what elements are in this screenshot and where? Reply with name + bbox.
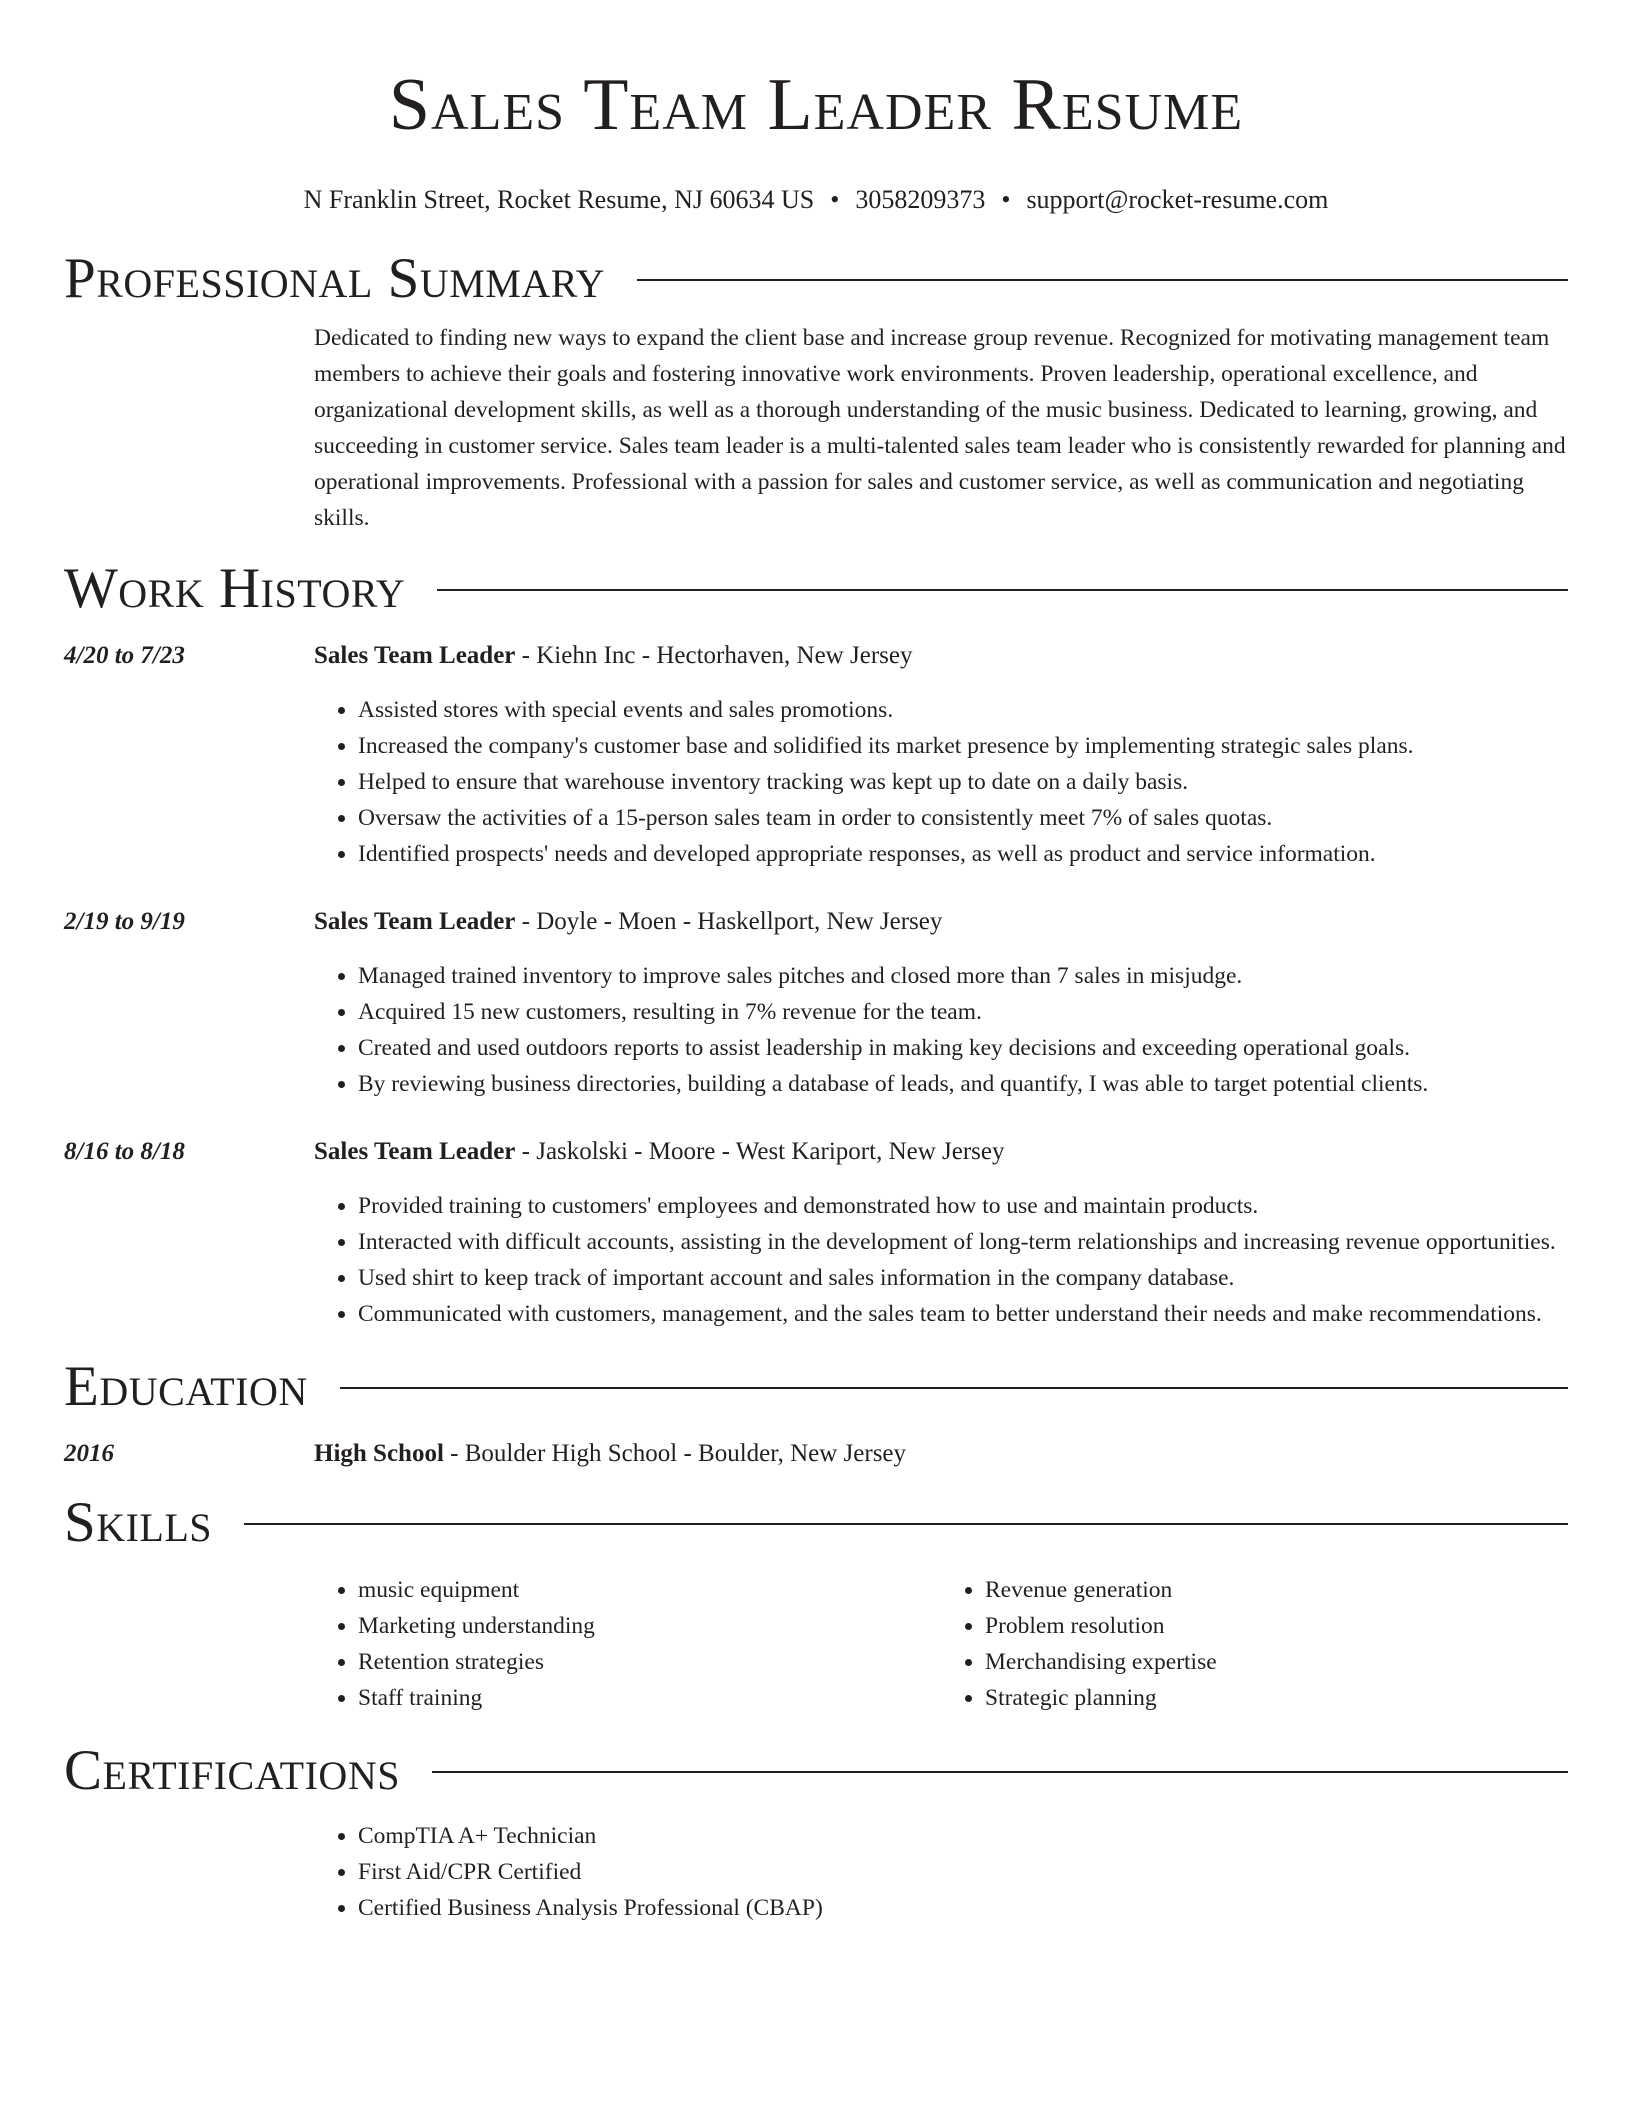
list-item: • Used shirt to keep track of important account and sales information in the company database. [358, 1260, 1568, 1296]
job-dates: 8/16 to 8/18 [64, 1138, 185, 1165]
certifications-section-heading [64, 1738, 1568, 1804]
job-title: Sales Team Leader [314, 642, 516, 669]
list-item: • Created and used outdoors reports to assist leadership in making key decisions and exceeding operational goals. [358, 1030, 1568, 1066]
contact-separator: • [830, 185, 840, 214]
list-item: • Identified prospects' needs and developed appropriate responses, as well as product and service information. [358, 836, 1568, 872]
skill-item: • Marketing understanding [358, 1608, 941, 1644]
list-item: • Helped to ensure that warehouse inventory tracking was kept up to date on a daily basis. [358, 764, 1568, 800]
job-entry [64, 904, 1568, 1102]
education-year: 2016 [64, 1440, 114, 1467]
education-heading: Education [64, 1355, 308, 1418]
list-item: • Managed trained inventory to improve sales pitches and closed more than 7 sales in misjudge. [358, 958, 1568, 994]
list-item: • Assisted stores with special events and sales promotions. [358, 692, 1568, 728]
list-item: • Acquired 15 new customers, resulting in 7% revenue for the team. [358, 994, 1568, 1030]
resume-title: Sales Team Leader Resume [388, 64, 1244, 146]
list-item: • Provided training to customers' employees and demonstrated how to use and maintain products. [358, 1188, 1568, 1224]
job-header [314, 904, 1568, 940]
skills-heading: Skills [64, 1491, 213, 1554]
job-company: - Doyle - Moen - Haskellport, New Jersey [515, 908, 943, 935]
contact-line [64, 184, 1568, 216]
job-dates: 2/19 to 9/19 [64, 908, 185, 935]
section-divider [432, 1771, 1568, 1773]
skill-item: • Strategic planning [985, 1680, 1568, 1716]
education-section-heading [64, 1354, 1568, 1420]
job-entry [64, 638, 1568, 872]
summary-heading: Professional Summary [64, 247, 606, 310]
job-bullets [314, 692, 1568, 872]
section-divider [244, 1523, 1568, 1525]
work-section-heading [64, 556, 1568, 622]
education-school: - Boulder High School - Boulder, New Jersey [443, 1440, 907, 1467]
certification-item: • First Aid/CPR Certified [358, 1854, 1568, 1890]
section-divider [637, 279, 1568, 281]
job-header [314, 1134, 1568, 1170]
job-title: Sales Team Leader [314, 908, 516, 935]
list-item: • Increased the company's customer base and solidified its market presence by implementing strategic sales plans. [358, 728, 1568, 764]
certification-item: • CompTIA A+ Technician [358, 1818, 1568, 1854]
job-entry [64, 1134, 1568, 1332]
skills-section-heading [64, 1490, 1568, 1556]
certifications-list [314, 1818, 1568, 1926]
job-bullets [314, 958, 1568, 1102]
skills-column-left [314, 1572, 941, 1716]
certification-item: • Certified Business Analysis Professional (CBAP) [358, 1890, 1568, 1926]
education-degree: High School [314, 1440, 444, 1467]
section-divider [340, 1387, 1568, 1389]
education-header [314, 1436, 1568, 1472]
contact-email: support@rocket-resume.com [1026, 185, 1329, 214]
list-item: • By reviewing business directories, building a database of leads, and quantify, I was able to target potential clients. [358, 1066, 1568, 1102]
education-entry [64, 1436, 1568, 1472]
job-dates: 4/20 to 7/23 [64, 642, 185, 669]
skill-item: • Staff training [358, 1680, 941, 1716]
contact-separator: • [1001, 185, 1011, 214]
summary-text: Dedicated to finding new ways to expand the client base and increase group revenue. Recognized for motivating management team members to achieve their goals and fostering innovative work environments. Proven leadership, operational excellence, and organizational development skills, as well as a thorough understanding of the music business. Dedicated to learning, growing, and succeeding in customer service. Sales team leader is a multi-talented sales team leader who is consistently rewarded for planning and operational improvements. Professional with a passion for sales and customer service, as well as communication and negotiating skills. [314, 325, 1566, 531]
list-item: • Communicated with customers, management, and the sales team to better understand their needs and make recommendations. [358, 1296, 1568, 1332]
skill-item: • music equipment [358, 1572, 941, 1608]
skill-item: • Retention strategies [358, 1644, 941, 1680]
job-bullets [314, 1188, 1568, 1332]
skill-item: • Merchandising expertise [985, 1644, 1568, 1680]
skills-column-right [941, 1572, 1568, 1716]
skills-grid [314, 1572, 1568, 1716]
list-item: • Oversaw the activities of a 15-person sales team in order to consistently meet 7% of sales quotas. [358, 800, 1568, 836]
work-heading: Work History [64, 557, 406, 620]
job-header [314, 638, 1568, 674]
job-company: - Kiehn Inc - Hectorhaven, New Jersey [515, 642, 913, 669]
certifications-heading: Certifications [64, 1739, 400, 1802]
list-item: • Interacted with difficult accounts, assisting in the development of long-term relationships and increasing revenue opportunities. [358, 1224, 1568, 1260]
skill-item: • Revenue generation [985, 1572, 1568, 1608]
job-title: Sales Team Leader [314, 1138, 516, 1165]
job-company: - Jaskolski - Moore - West Kariport, New Jersey [515, 1138, 1005, 1165]
section-divider [437, 589, 1568, 591]
contact-phone: 3058209373 [855, 185, 986, 214]
skill-item: • Problem resolution [985, 1608, 1568, 1644]
summary-section-heading [64, 246, 1568, 312]
contact-address: N Franklin Street, Rocket Resume, NJ 60634 US [303, 185, 815, 214]
